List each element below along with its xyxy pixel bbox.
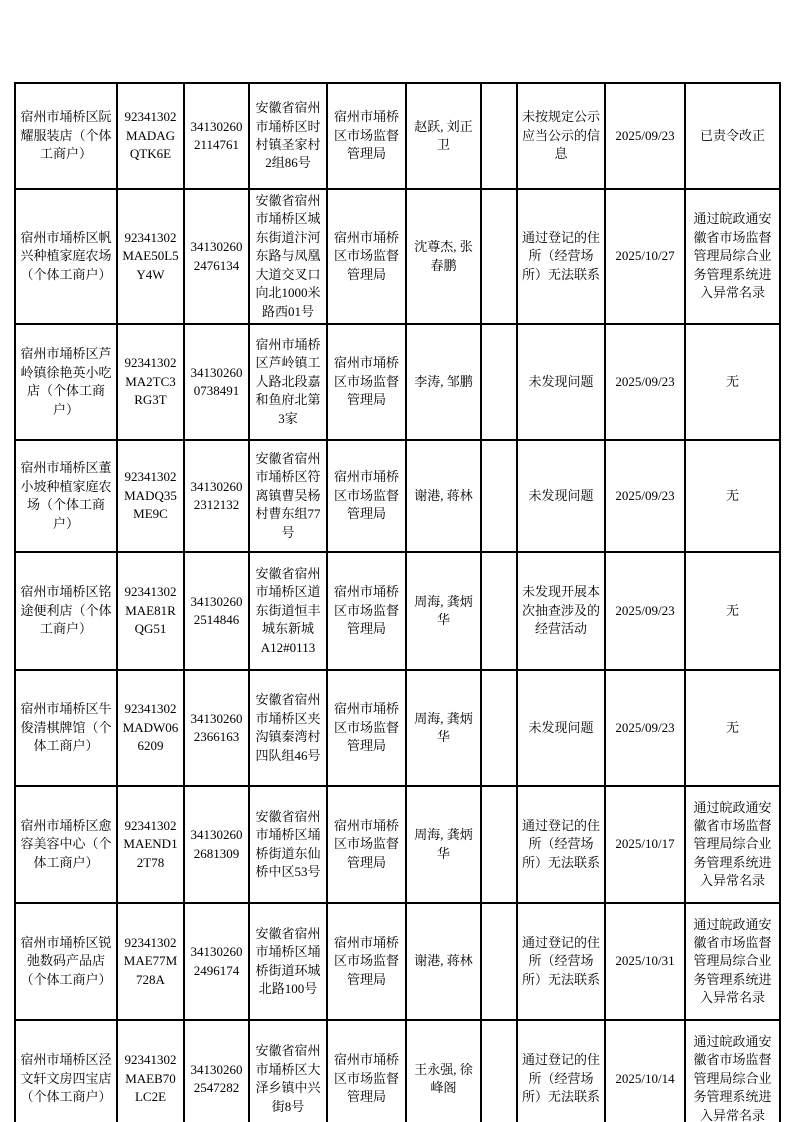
cell-credit-code: 92341302MA2TC3RG3T [117,324,184,440]
table-row [15,324,780,440]
cell-credit-code: 92341302MADAGQTK6E [117,83,184,189]
cell-address: 安徽省宿州市埇桥区城东街道汴河东路与凤凰大道交叉口向北1000米路西01号 [249,189,327,324]
cell-credit-code: 92341302MAEND12T78 [117,786,184,903]
cell-address: 安徽省宿州市埇桥区时村镇圣家村2组86号 [249,83,327,189]
cell-action: 通过皖政通安徽省市场监督管理局综合业务管理系统进入异常名录 [685,903,780,1020]
cell-result: 未按规定公示应当公示的信息 [517,83,605,189]
table-row [15,786,780,903]
cell-name: 宿州市埇桥区帆兴种植家庭农场（个体工商户） [15,189,117,324]
cell-result: 通过登记的住所（经营场所）无法联系 [517,1020,605,1122]
cell-blank [481,552,517,670]
cell-name: 宿州市埇桥区芦岭镇徐艳英小吃店（个体工商户） [15,324,117,440]
cell-inspectors: 周海, 龚炳华 [406,670,481,786]
cell-action: 无 [685,670,780,786]
cell-name: 宿州市埇桥区阮耀服装店（个体工商户） [15,83,117,189]
cell-inspectors: 李涛, 邹鹏 [406,324,481,440]
cell-inspectors: 周海, 龚炳华 [406,552,481,670]
cell-action: 通过皖政通安徽省市场监督管理局综合业务管理系统进入异常名录 [685,189,780,324]
cell-action: 已责令改正 [685,83,780,189]
cell-reg-no: 341302600738491 [184,324,249,440]
cell-result: 未发现问题 [517,324,605,440]
cell-reg-no: 341302602476134 [184,189,249,324]
cell-blank [481,189,517,324]
table-row [15,1020,780,1122]
cell-date: 2025/10/27 [605,189,685,324]
cell-date: 2025/09/23 [605,324,685,440]
table-row [15,903,780,1020]
cell-reg-no: 341302602114761 [184,83,249,189]
cell-name: 宿州市埇桥区泾文轩文房四宝店（个体工商户） [15,1020,117,1122]
cell-action: 无 [685,440,780,552]
cell-address: 安徽省宿州市埇桥区符离镇曹吴杨村曹东组77号 [249,440,327,552]
cell-result: 未发现问题 [517,670,605,786]
table-row [15,552,780,670]
cell-address: 宿州市埇桥区芦岭镇工人路北段嘉和鱼府北第3家 [249,324,327,440]
cell-authority: 宿州市埇桥区市场监督管理局 [327,440,406,552]
cell-address: 安徽省宿州市埇桥区埇桥街道东仙桥中区53号 [249,786,327,903]
cell-blank [481,440,517,552]
cell-action: 无 [685,324,780,440]
cell-credit-code: 92341302MAE50L5Y4W [117,189,184,324]
cell-blank [481,324,517,440]
cell-inspectors: 王永强, 徐峰阁 [406,1020,481,1122]
cell-action: 通过皖政通安徽省市场监督管理局综合业务管理系统进入异常名录 [685,786,780,903]
cell-inspectors: 沈尊杰, 张春鹏 [406,189,481,324]
cell-credit-code: 92341302MADW066209 [117,670,184,786]
cell-authority: 宿州市埇桥区市场监督管理局 [327,786,406,903]
cell-inspectors: 赵跃, 刘正卫 [406,83,481,189]
cell-address: 安徽省宿州市埇桥区大泽乡镇中兴街8号 [249,1020,327,1122]
cell-result: 未发现开展本次抽查涉及的经营活动 [517,552,605,670]
cell-reg-no: 341302602366163 [184,670,249,786]
cell-blank [481,83,517,189]
table-row [15,189,780,324]
cell-blank [481,903,517,1020]
cell-action: 通过皖政通安徽省市场监督管理局综合业务管理系统进入异常名录 [685,1020,780,1122]
cell-result: 通过登记的住所（经营场所）无法联系 [517,189,605,324]
cell-inspectors: 谢港, 蒋林 [406,440,481,552]
cell-inspectors: 谢港, 蒋林 [406,903,481,1020]
cell-credit-code: 92341302MAEB70LC2E [117,1020,184,1122]
cell-address: 安徽省宿州市埇桥区埇桥街道环城北路100号 [249,903,327,1020]
cell-address: 安徽省宿州市埇桥区道东街道恒丰城东新城A12#0113 [249,552,327,670]
cell-credit-code: 92341302MAE77M728A [117,903,184,1020]
inspection-table-body [15,83,780,1122]
cell-name: 宿州市埇桥区愈容美容中心（个体工商户） [15,786,117,903]
table-row [15,670,780,786]
table-row [15,83,780,189]
cell-name: 宿州市埇桥区铭途便利店（个体工商户） [15,552,117,670]
cell-blank [481,786,517,903]
cell-name: 宿州市埇桥区董小坡种植家庭农场（个体工商户） [15,440,117,552]
inspection-results-table [14,82,781,1122]
cell-authority: 宿州市埇桥区市场监督管理局 [327,1020,406,1122]
cell-action: 无 [685,552,780,670]
cell-date: 2025/09/23 [605,83,685,189]
cell-reg-no: 341302602681309 [184,786,249,903]
cell-result: 未发现问题 [517,440,605,552]
cell-authority: 宿州市埇桥区市场监督管理局 [327,903,406,1020]
cell-date: 2025/09/23 [605,552,685,670]
cell-date: 2025/10/31 [605,903,685,1020]
cell-reg-no: 341302602547282 [184,1020,249,1122]
cell-name: 宿州市埇桥区锐弛数码产品店（个体工商户） [15,903,117,1020]
cell-result: 通过登记的住所（经营场所）无法联系 [517,903,605,1020]
cell-reg-no: 341302602514846 [184,552,249,670]
cell-date: 2025/10/14 [605,1020,685,1122]
cell-inspectors: 周海, 龚炳华 [406,786,481,903]
cell-date: 2025/10/17 [605,786,685,903]
cell-credit-code: 92341302MADQ35ME9C [117,440,184,552]
cell-result: 通过登记的住所（经营场所）无法联系 [517,786,605,903]
cell-blank [481,670,517,786]
cell-authority: 宿州市埇桥区市场监督管理局 [327,670,406,786]
cell-reg-no: 341302602312132 [184,440,249,552]
cell-date: 2025/09/23 [605,440,685,552]
cell-authority: 宿州市埇桥区市场监督管理局 [327,324,406,440]
cell-address: 安徽省宿州市埇桥区夹沟镇秦湾村四队组46号 [249,670,327,786]
cell-blank [481,1020,517,1122]
cell-name: 宿州市埇桥区牛俊清棋牌馆（个体工商户） [15,670,117,786]
table-row [15,440,780,552]
cell-authority: 宿州市埇桥区市场监督管理局 [327,83,406,189]
cell-authority: 宿州市埇桥区市场监督管理局 [327,552,406,670]
cell-reg-no: 341302602496174 [184,903,249,1020]
cell-date: 2025/09/23 [605,670,685,786]
cell-credit-code: 92341302MAE81RQG51 [117,552,184,670]
cell-authority: 宿州市埇桥区市场监督管理局 [327,189,406,324]
